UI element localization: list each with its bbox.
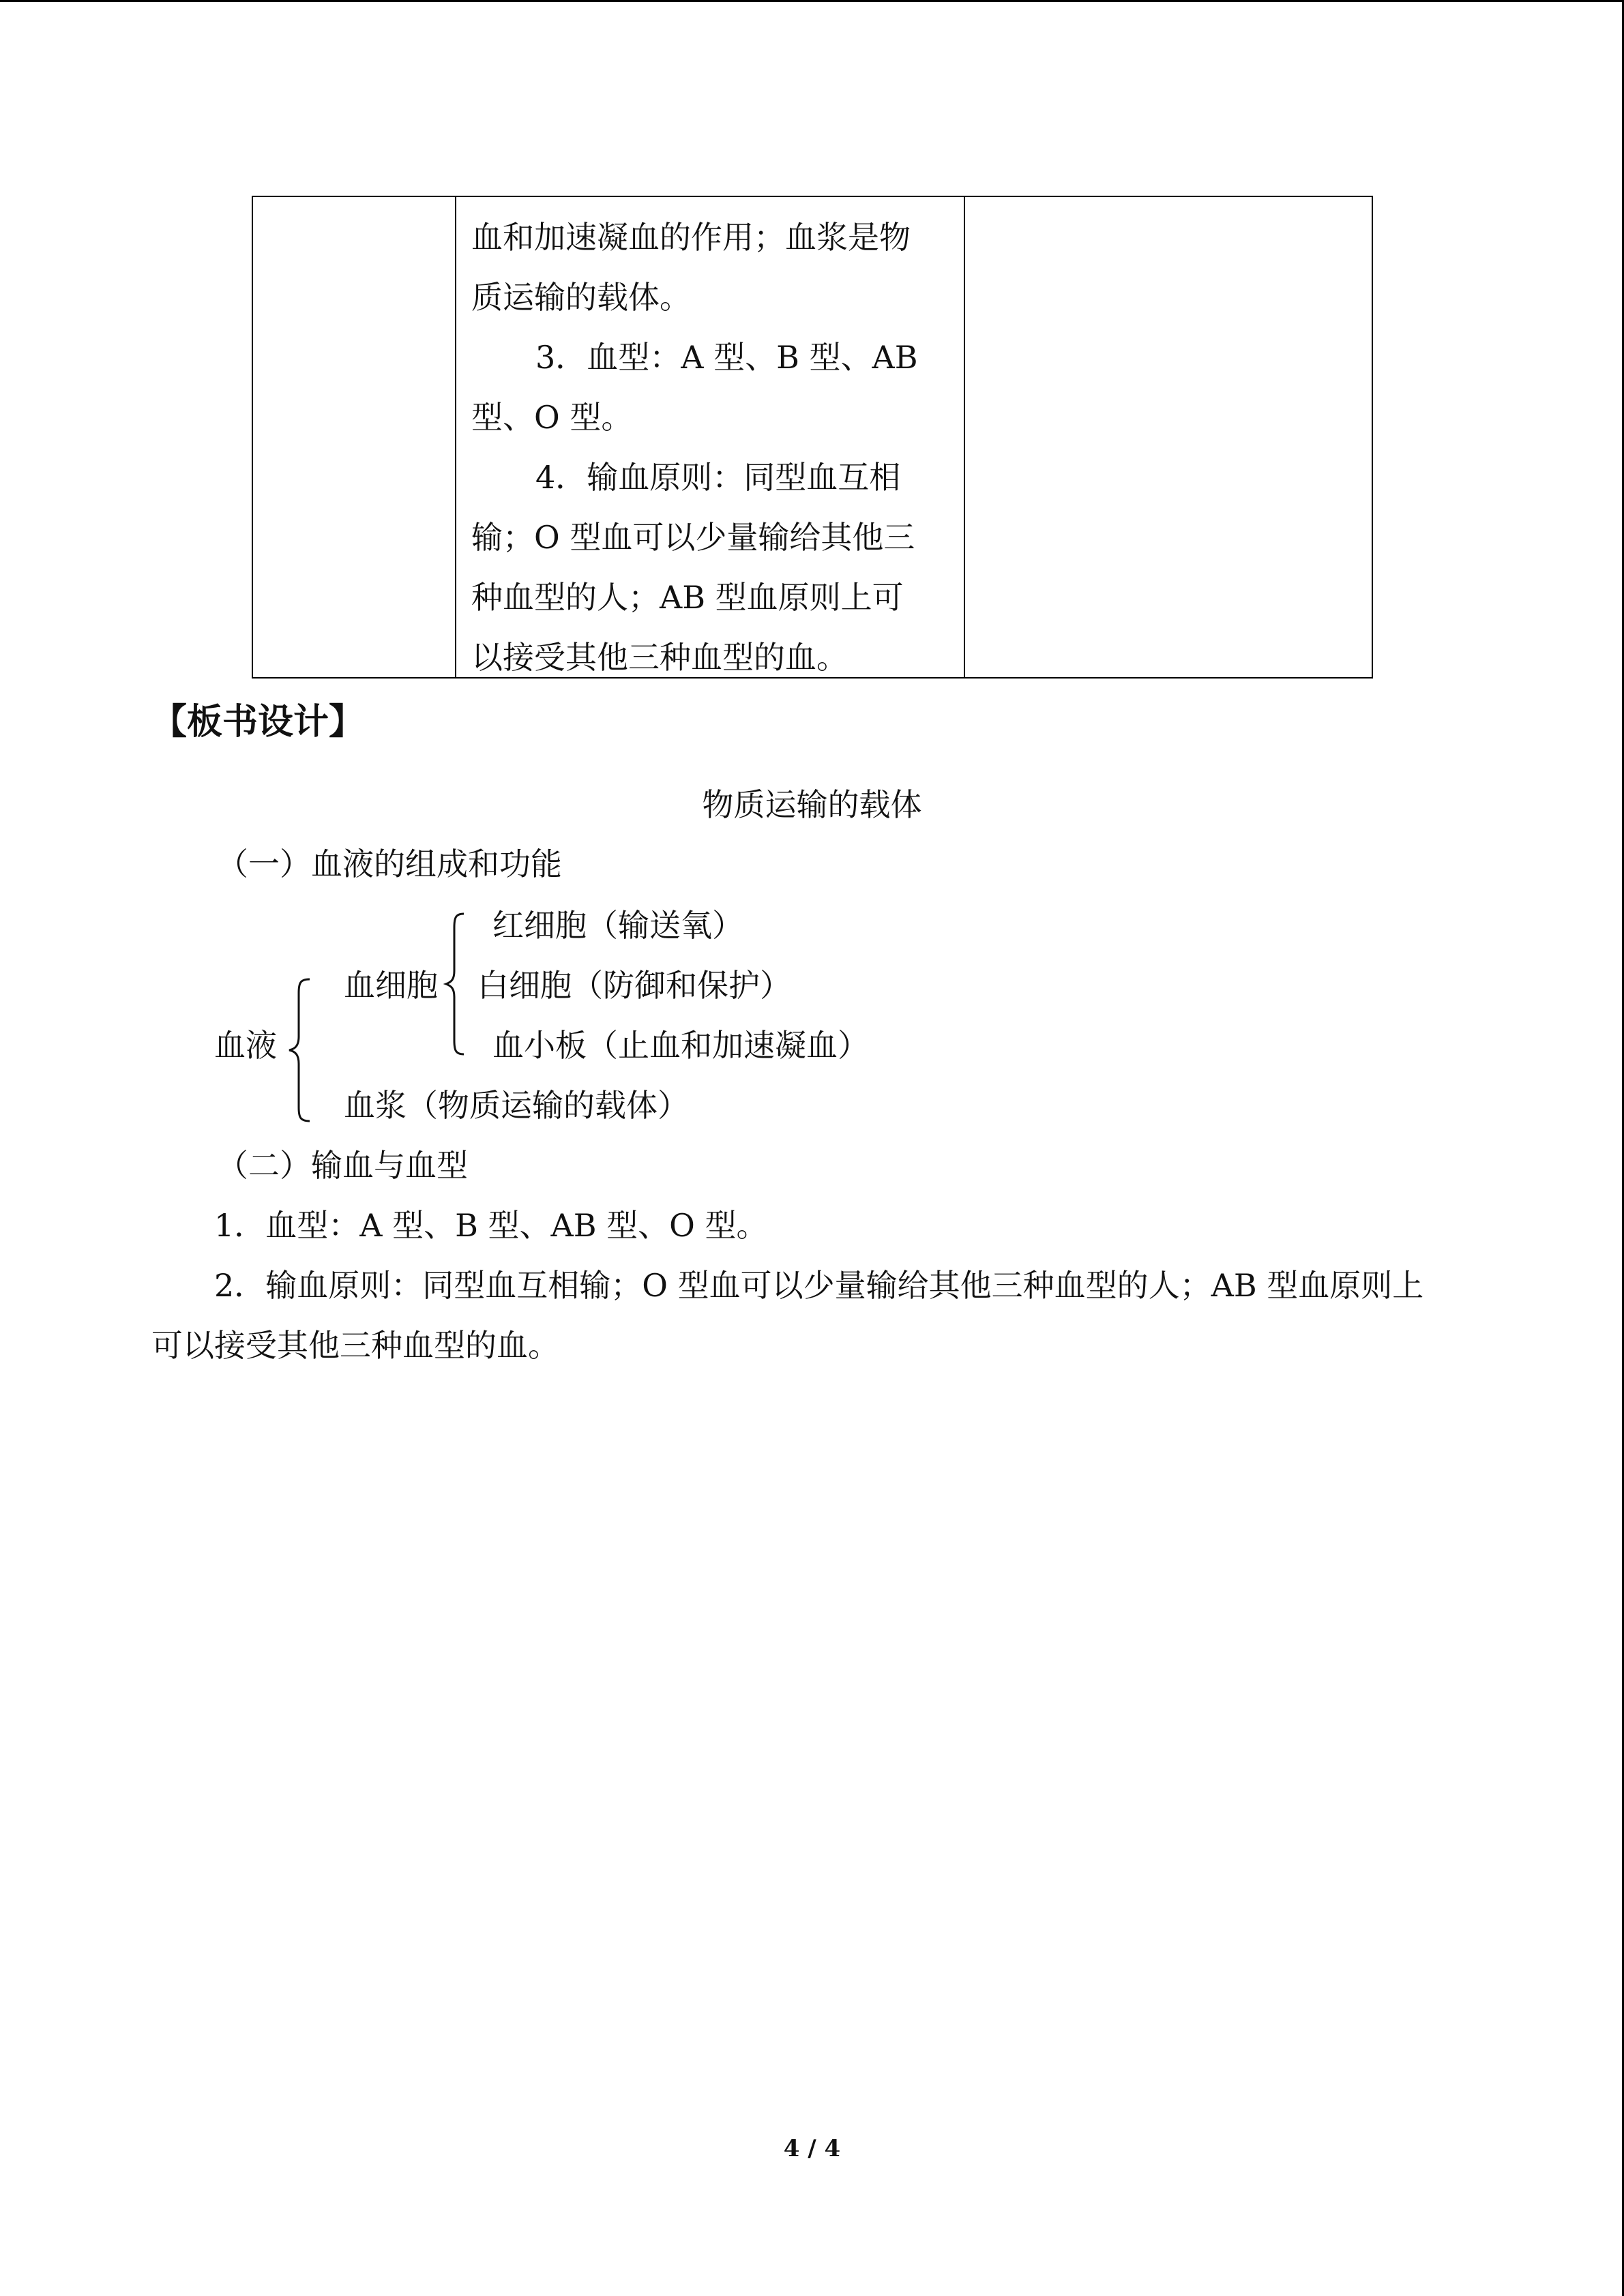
table-cell-line: 输；O 型血可以少量输给其他三 bbox=[471, 519, 915, 556]
table-column-divider bbox=[455, 197, 456, 677]
blood-type-point: 1．血型：A 型、B 型、AB 型、O 型。 bbox=[214, 1207, 768, 1244]
red-cells-item: 红细胞（输送氧） bbox=[492, 907, 743, 944]
board-title: 物质运输的载体 bbox=[702, 786, 922, 823]
white-cells-item: 白细胞（防御和保护） bbox=[477, 967, 791, 1004]
blood-cells-label: 血细胞 bbox=[344, 967, 438, 1004]
blood-brace-icon bbox=[286, 976, 316, 1124]
section-title: 【板书设计】 bbox=[151, 701, 365, 743]
table-cell-line: 血和加速凝血的作用；血浆是物 bbox=[471, 219, 911, 256]
table-column-divider bbox=[964, 197, 965, 677]
lesson-table bbox=[252, 196, 1373, 679]
part1-heading: （一）血液的组成和功能 bbox=[217, 846, 562, 882]
table-cell-line: 质运输的载体。 bbox=[471, 279, 691, 316]
table-cell-line: 4．输血原则：同型血互相 bbox=[535, 459, 901, 496]
transfusion-principle-line1: 2．输血原则：同型血互相输；O 型血可以少量输给其他三种血型的人；AB 型血原则上 bbox=[214, 1267, 1424, 1304]
blood-label: 血液 bbox=[214, 1027, 277, 1064]
plasma-item: 血浆（物质运输的载体） bbox=[344, 1087, 689, 1124]
table-cell-line: 3．血型：A 型、B 型、AB bbox=[535, 339, 918, 376]
table-cell-line: 型、O 型。 bbox=[471, 399, 633, 436]
page-number: 4 / 4 bbox=[783, 2135, 841, 2162]
page-top-border bbox=[0, 0, 1624, 2]
platelets-item: 血小板（止血和加速凝血） bbox=[492, 1027, 869, 1064]
part2-heading: （二）输血与血型 bbox=[217, 1147, 468, 1184]
table-cell-line: 以接受其他三种血型的血。 bbox=[471, 639, 848, 676]
transfusion-principle-line2: 可以接受其他三种血型的血。 bbox=[151, 1327, 559, 1364]
table-cell-line: 种血型的人；AB 型血原则上可 bbox=[471, 579, 904, 616]
blood-cells-brace-icon bbox=[443, 911, 468, 1057]
